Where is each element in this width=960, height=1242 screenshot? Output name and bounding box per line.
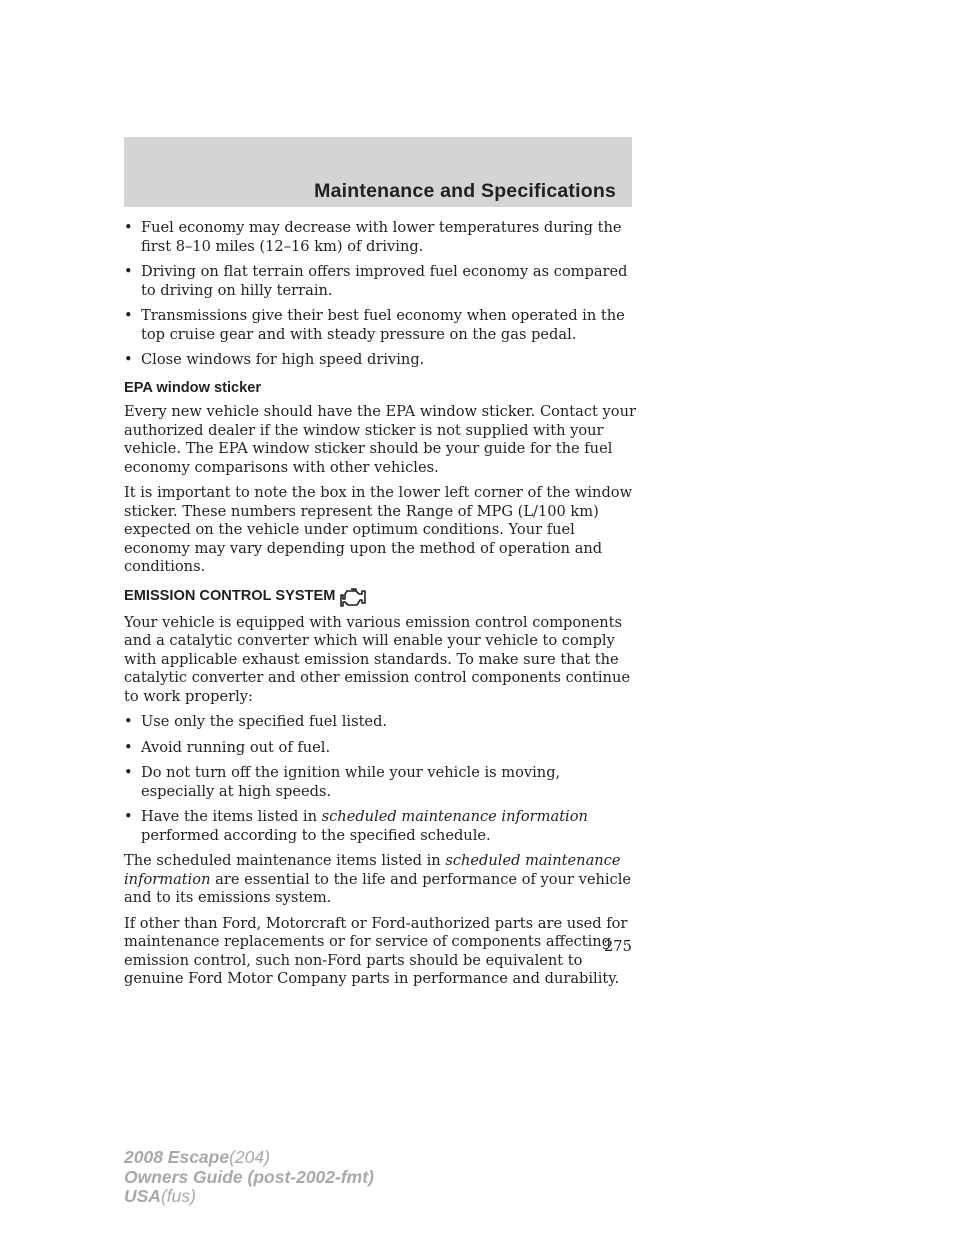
- check-engine-icon: [339, 586, 369, 608]
- emission-intro: Your vehicle is equipped with various emission control components and a catalytic converter which will enable your vehicle to comply with applicable exhaust emission standards. To make sure that the catalytic converter and other emission control components continue to work properly:: [124, 613, 630, 705]
- bullet-symbol: •: [124, 808, 133, 825]
- bullet-symbol: •: [124, 263, 133, 280]
- bullet-symbol: •: [124, 764, 133, 781]
- list-item: • Use only the specified fuel listed.: [124, 713, 388, 730]
- bullet-symbol: •: [124, 738, 133, 756]
- list-item: • Do not turn off the ignition while your vehicle is moving, especially at high speeds.: [124, 764, 561, 800]
- document-footer: 2008 Escape(204) Owners Guide (post-2002-fmt) USA(fus): [124, 1147, 374, 1206]
- list-item: • Avoid running out of fuel.: [124, 738, 331, 756]
- list-item: • Fuel economy may decrease with lower temperatures during the first 8–10 miles (12–16 km) of driving.: [124, 219, 622, 255]
- emission-heading: [124, 586, 636, 608]
- list-item: • Close windows for high speed driving.: [124, 351, 425, 368]
- emission-paragraph-2: The scheduled maintenance items listed in scheduled maintenance information are essential to the life and performance of your vehicle and to its emissions system.: [124, 852, 632, 906]
- epa-paragraph-1: Every new vehicle should have the EPA window sticker. Contact your authorized dealer if the window sticker is not supplied with your vehicle. The EPA window sticker should be your guide for the fuel economy comparisons with other vehicles.: [124, 403, 636, 476]
- page-number: 275: [604, 938, 632, 955]
- list-item: • Transmissions give their best fuel economy when operated in the top cruise gear and with steady pressure on the gas pedal.: [124, 307, 625, 343]
- bullet-symbol: •: [124, 307, 133, 324]
- epa-paragraph-2: It is important to note the box in the lower left corner of the window sticker. These numbers represent the Range of MPG (L/100 km) expected on the vehicle under optimum conditions. Your fuel economy may vary depending upon the method of operation and conditions.: [124, 484, 633, 575]
- epa-heading: EPA window sticker: [124, 379, 262, 396]
- bullet-symbol: •: [124, 219, 133, 236]
- bullet-symbol: •: [124, 351, 133, 368]
- section-header-band: [124, 137, 632, 207]
- section-title: Maintenance and Specifications: [314, 180, 616, 202]
- bullet-symbol: •: [124, 713, 133, 730]
- emission-paragraph-3: If other than Ford, Motorcraft or Ford-authorized parts are used for maintenance replacements or for service of components affecting emission control, such non-Ford parts should be equivalent to genuine Ford Motor Company parts in performance and durability.: [124, 914, 628, 987]
- cross-reference: scheduled maintenance information: [321, 808, 588, 825]
- cross-reference: scheduled maintenance information: [124, 852, 621, 888]
- emission-heading-text: EMISSION CONTROL SYSTEM: [124, 588, 336, 605]
- list-item: • Driving on flat terrain offers improved fuel economy as compared to driving on hilly terrain.: [124, 263, 628, 299]
- page-content: [124, 219, 636, 996]
- list-item: • Have the items listed in scheduled maintenance information performed according to the specified schedule.: [124, 808, 588, 844]
